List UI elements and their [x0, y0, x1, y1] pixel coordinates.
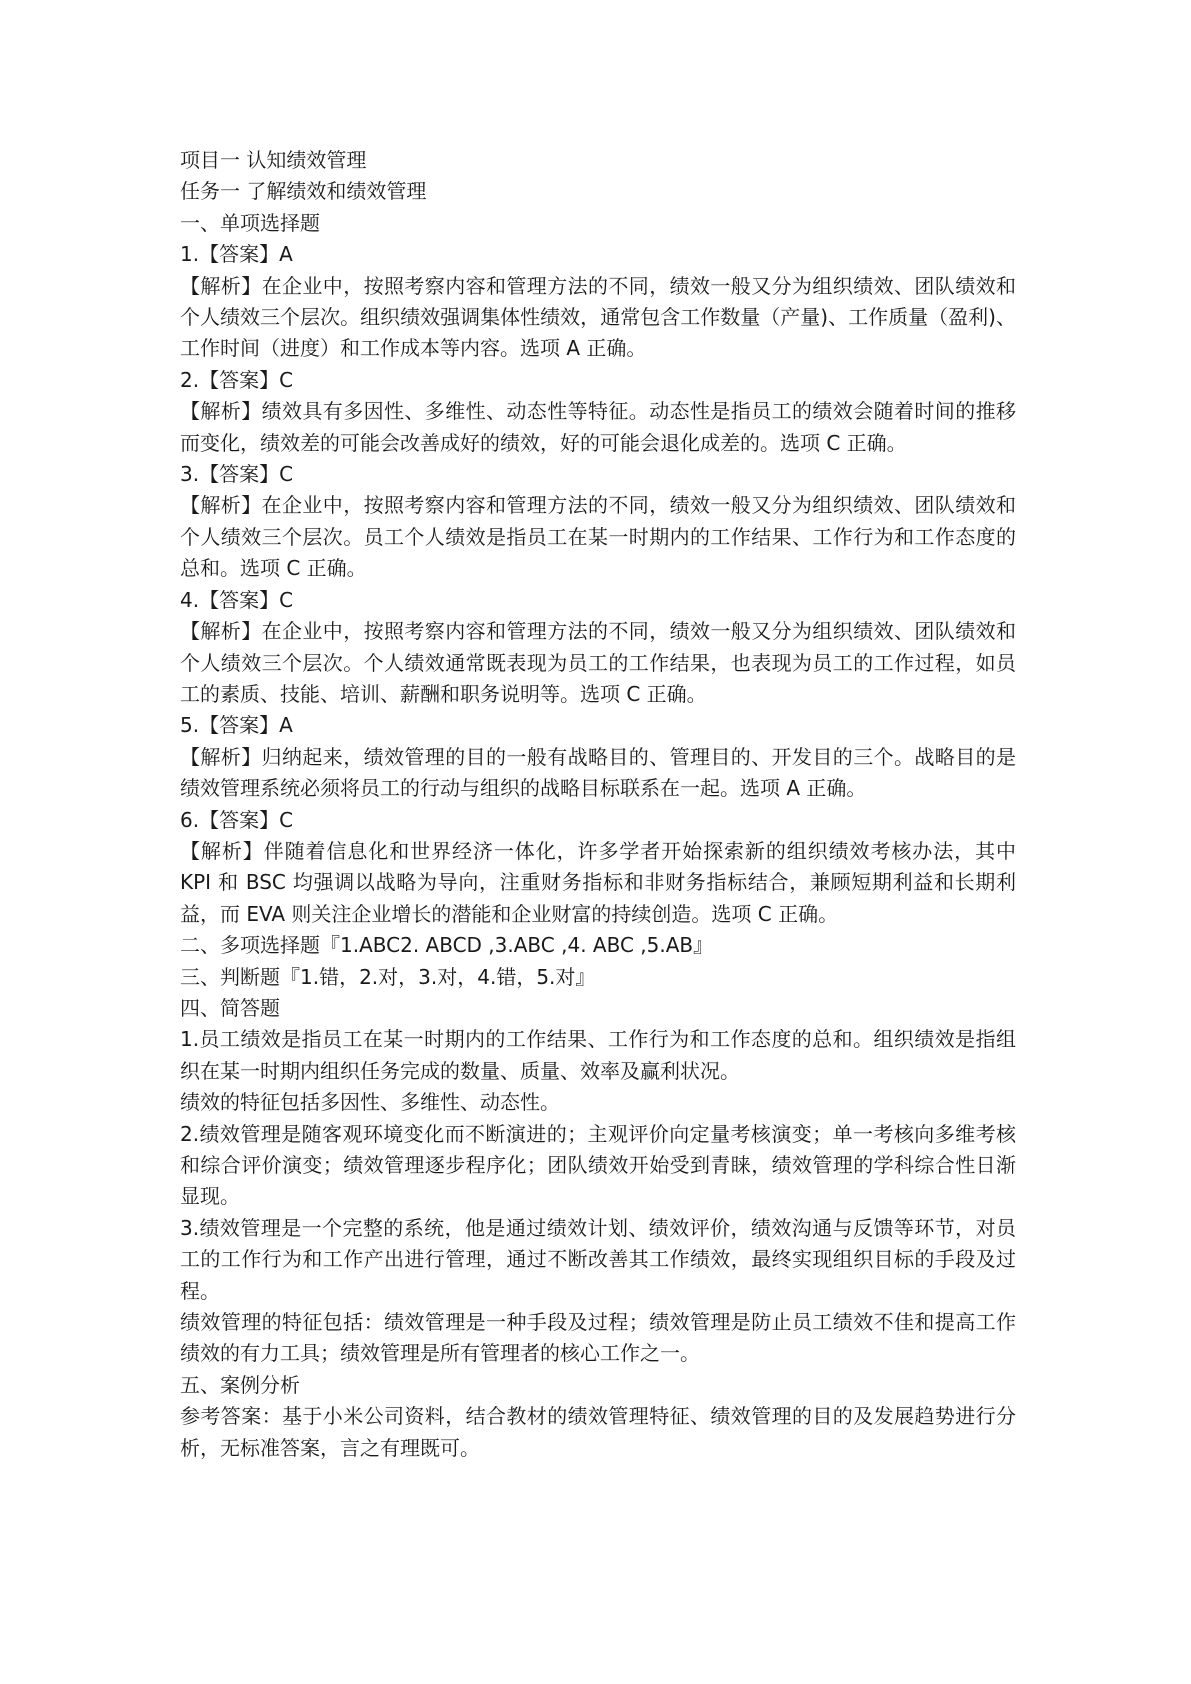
- document-body: [180, 145, 1016, 1464]
- short-answer-paragraph: 1.员工绩效是指员工在某一时期内的工作结果、工作行为和工作态度的总和。组织绩效是指组织在某一时期内组织任务完成的数量、质量、效率及赢利状况。: [180, 1027, 1016, 1083]
- section-heading: 三、判断题『1.错，2.对，3.对，4.错，5.对』: [180, 964, 596, 989]
- short-answer-paragraph: 绩效的特征包括多因性、多维性、动态性。: [180, 1090, 560, 1115]
- short-answer-paragraph: 3.绩效管理是一个完整的系统，他是通过绩效计划、绩效评价，绩效沟通与反馈等环节，对员工的工作行为和工作产出进行管理，通过不断改善其工作绩效，最终实现组织目标的手段及过程。: [180, 1215, 1016, 1303]
- explanation-paragraph: 【解析】在企业中，按照考察内容和管理方法的不同，绩效一般又分为组织绩效、团队绩效和个人绩效三个层次。个人绩效通常既表现为员工的工作结果，也表现为员工的工作过程，如员工的素质、技能、培训、薪酬和职务说明等。选项 C 正确。: [180, 619, 1016, 706]
- short-answer-paragraph: 2.绩效管理是随客观环境变化而不断演进的；主观评价向定量考核演变；单一考核向多维考核和综合评价演变；绩效管理逐步程序化；团队绩效开始受到青睐，绩效管理的学科综合性日渐显现。: [180, 1121, 1016, 1209]
- answer-line: 1.【答案】A: [180, 242, 293, 267]
- answer-line: 4.【答案】C: [180, 587, 294, 612]
- task-title: 任务一 了解绩效和绩效管理: [180, 179, 427, 204]
- explanation-paragraph: 【解析】在企业中，按照考察内容和管理方法的不同，绩效一般又分为组织绩效、团队绩效和个人绩效三个层次。组织绩效强调集体性绩效，通常包含工作数量（产量)、工作质量（盈利)、工作时间（进度）和工作成本等内容。选项 A 正确。: [180, 273, 1016, 361]
- short-answer-paragraph: 绩效管理的特征包括：绩效管理是一种手段及过程；绩效管理是防止员工绩效不佳和提高工作绩效的有力工具；绩效管理是所有管理者的核心工作之一。: [180, 1310, 1016, 1366]
- answer-line: 6.【答案】C: [180, 807, 294, 832]
- section-heading: 二、多项选择题『1.ABC2. ABCD ,3.ABC ,4. ABC ,5.AB』: [180, 933, 714, 958]
- answer-line: 5.【答案】A: [180, 713, 293, 738]
- answer-line: 2.【答案】C: [180, 367, 294, 392]
- explanation-paragraph: 【解析】伴随着信息化和世界经济一体化，许多学者开始探索新的组织绩效考核办法，其中 KPI 和 BSC 均强调以战略为导向，注重财务指标和非财务指标结合，兼顾短期利益和长期利益，而 EVA 则关注企业增长的潜能和企业财富的持续创造。选项 C 正确。: [180, 838, 1016, 926]
- case-analysis-paragraph: 参考答案：基于小米公司资料，结合教材的绩效管理特征、绩效管理的目的及发展趋势进行分析，无标准答案，言之有理既可。: [180, 1404, 1016, 1460]
- explanation-paragraph: 【解析】绩效具有多因性、多维性、动态性等特征。动态性是指员工的绩效会随着时间的推移而变化，绩效差的可能会改善成好的绩效，好的可能会退化成差的。选项 C 正确。: [180, 399, 1016, 455]
- section-heading: 一、单项选择题: [180, 210, 320, 235]
- answer-line: 3.【答案】C: [180, 462, 294, 487]
- project-title: 项目一 认知绩效管理: [180, 148, 367, 172]
- explanation-paragraph: 【解析】在企业中，按照考察内容和管理方法的不同，绩效一般又分为组织绩效、团队绩效和个人绩效三个层次。员工个人绩效是指员工在某一时期内的工作结果、工作行为和工作态度的总和。选项 C 正确。: [180, 493, 1016, 581]
- section-heading: 四、简答题: [180, 995, 280, 1020]
- section-heading: 五、案例分析: [180, 1372, 300, 1397]
- explanation-paragraph: 【解析】归纳起来，绩效管理的目的一般有战略目的、管理目的、开发目的三个。战略目的是绩效管理系统必须将员工的行动与组织的战略目标联系在一起。选项 A 正确。: [180, 744, 1016, 801]
